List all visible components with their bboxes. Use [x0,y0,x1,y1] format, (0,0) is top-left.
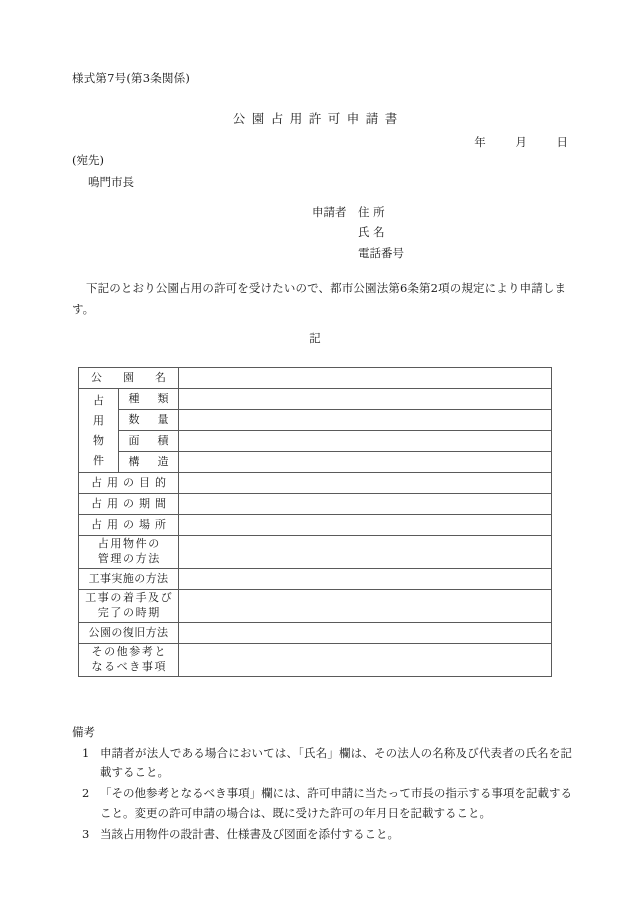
notes-heading: 備考 [72,725,95,739]
table-row [79,368,552,389]
applicant-address-label: 住 所 [358,205,385,219]
table-row [79,590,552,623]
table-row [79,494,552,515]
note-item [72,784,572,824]
ki-mark: 記 [309,331,321,345]
vchar-3: 物 [93,433,104,447]
body-paragraph-text: 下記のとおり公園占用の許可を受けたいので、都市公園法第6条第2項の規定により申請します。 [72,281,566,317]
table-row [79,515,552,536]
applicant-name-label: 氏 名 [358,225,385,240]
date-day-label: 日 [556,135,568,149]
row-label-other: その他参考と なるべき事項 [79,644,179,677]
note-number: 3 [82,826,90,841]
row-value-structure[interactable] [179,452,552,473]
table-row [79,536,552,569]
row-value-schedule[interactable] [179,590,552,623]
page-title: 公園占用許可申請書 [232,111,404,126]
form-number: 様式第7号(第3条関係) [72,71,191,85]
row-value-restoration[interactable] [179,623,552,644]
addressee-label: (宛先) [72,153,104,167]
applicant-spacer-2 [312,243,358,263]
addressee-name: 鳴門市長 [88,175,134,190]
row-label-place: 占用の場所 [79,515,179,536]
note-text: 「その他参考となるべき事項」欄には、許可申請に当たって市長の指示する事項を記載すること。変更の許可申請の場合は、既に受けた許可の年月日を記載すること。 [100,786,572,820]
applicant-address-row [312,202,404,222]
applicant-phone-label: 電話番号 [358,245,404,260]
note-text: 申請者が法人である場合においては、「氏名」欄は、その法人の名称及び代表者の氏名を記載すること。 [100,745,572,780]
applicant-spacer-1 [312,222,358,242]
row-label-structure: 構 造 [119,452,179,473]
application-table [78,367,552,677]
row-value-park-name[interactable] [179,368,552,389]
table-row [79,473,552,494]
table-row [79,410,552,431]
row-value-construction-method[interactable] [179,569,552,590]
row-value-management[interactable] [179,536,552,569]
vchar-2: 用 [93,413,104,427]
date-line [474,134,568,150]
row-value-quantity[interactable] [179,410,552,431]
row-label-construction-method: 工事実施の方法 [79,569,179,590]
note-text: 当該占用物件の設計書、仕様書及び図面を添付すること。 [100,826,399,841]
note-item [72,825,572,845]
body-paragraph [72,278,566,321]
row-label-period: 占用の期間 [79,494,179,515]
table-row [79,644,552,677]
note-number: 1 [82,745,90,760]
row-label-restoration: 公園の復旧方法 [79,623,179,644]
notes-section [72,723,572,844]
table-row [79,452,552,473]
table-row [79,569,552,590]
row-value-period[interactable] [179,494,552,515]
row-label-schedule: 工事の着手及び 完了の時期 [79,590,179,623]
table-row [79,623,552,644]
row-value-area[interactable] [179,431,552,452]
applicant-tag: 申請者 [312,205,347,219]
applicant-block [312,202,404,263]
date-month-label: 月 [515,135,527,149]
row-value-type[interactable] [179,389,552,410]
table-row [79,389,552,410]
row-value-other[interactable] [179,644,552,677]
row-value-place[interactable] [179,515,552,536]
applicant-phone-row [312,243,404,263]
row-label-occupancy-object [79,389,119,473]
note-item [72,744,572,784]
row-label-type: 種 類 [119,389,179,410]
addressee-block [72,149,134,194]
row-label-management: 占用物件の 管理の方法 [79,536,179,569]
row-value-purpose[interactable] [179,473,552,494]
vchar-4: 件 [93,453,104,467]
row-label-quantity: 数 量 [119,410,179,431]
vchar-1: 占 [93,393,104,407]
applicant-name-row [312,222,404,242]
row-label-area: 面 積 [119,431,179,452]
row-label-park-name: 公 園 名 [79,368,179,389]
date-year-label: 年 [474,135,486,149]
row-label-purpose: 占用の目的 [79,473,179,494]
note-number: 2 [82,786,90,801]
table-row [79,431,552,452]
